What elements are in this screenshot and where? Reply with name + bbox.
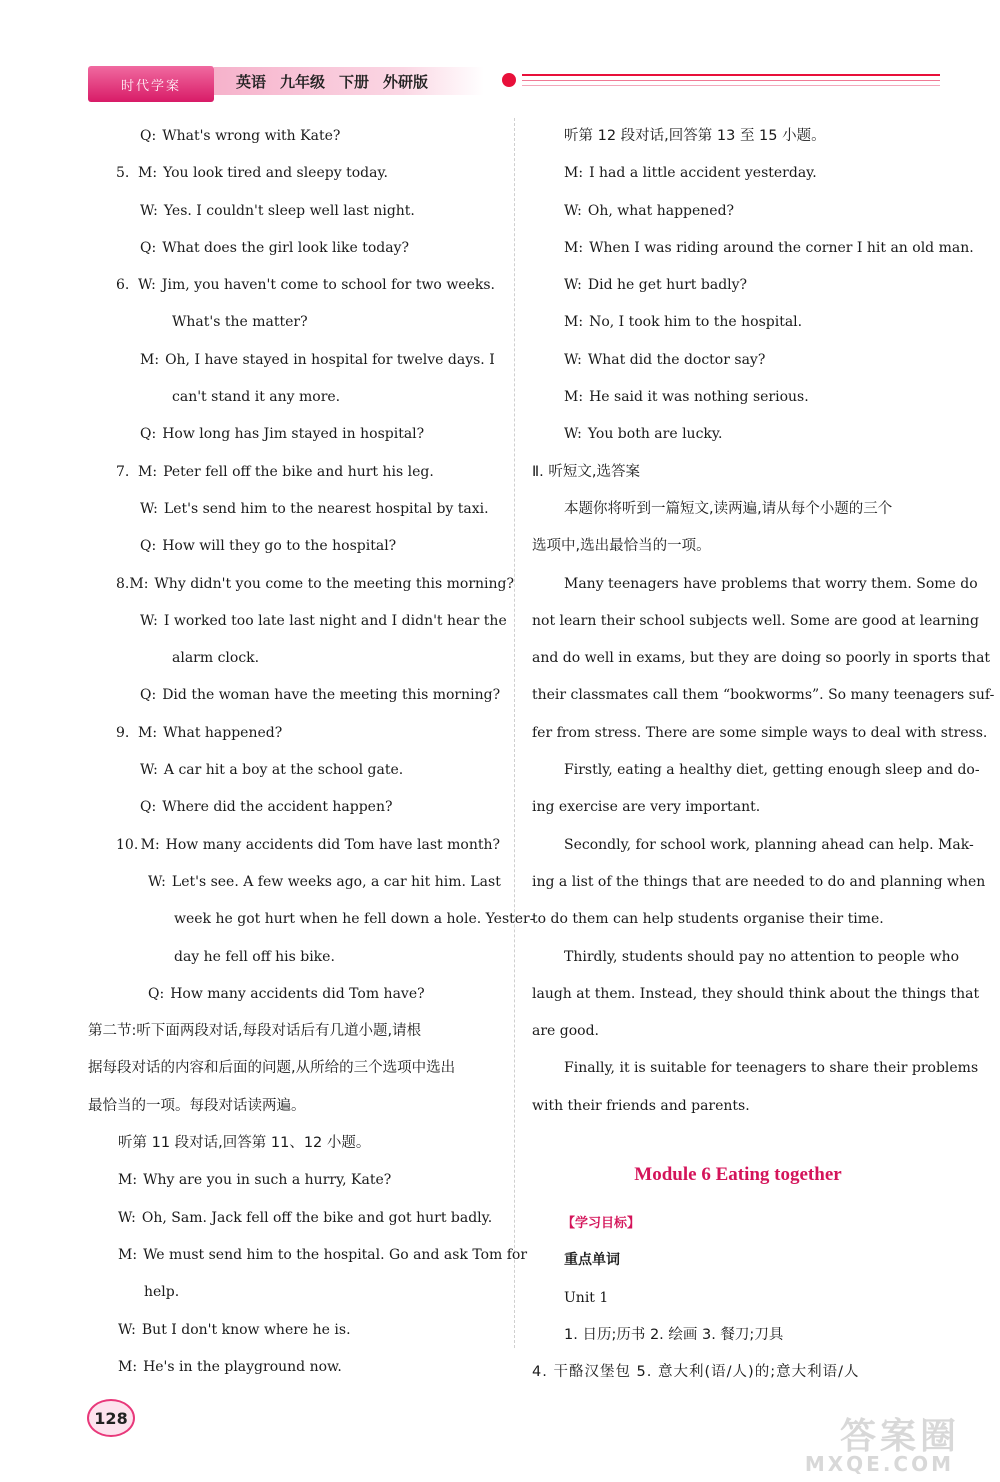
- speaker-label: M:: [129, 575, 149, 592]
- line-text: not learn their school subjects well. Some are good at learning: [532, 612, 979, 629]
- brand-logo: [88, 66, 214, 102]
- line-text: Finally, it is suitable for teenagers to share their problems: [564, 1060, 979, 1077]
- line-text: Let's send him to the nearest hospital by taxi.: [163, 500, 489, 517]
- dialogue-line: [88, 342, 500, 379]
- page-number-text: 128: [94, 1408, 128, 1428]
- line-text: are good.: [532, 1023, 600, 1040]
- speaker-label: M:: [564, 389, 584, 406]
- dialogue-line: [532, 304, 944, 341]
- dialogue-line: [88, 640, 500, 677]
- dialogue-line: [532, 230, 974, 267]
- line-text: How will they go to the hospital?: [162, 538, 397, 555]
- dialogue-line: [88, 379, 500, 416]
- passage-line: [532, 1013, 944, 1050]
- speaker-label: M:: [118, 1172, 138, 1189]
- dialogue-line: [88, 230, 500, 267]
- speaker-label: M:: [140, 836, 160, 853]
- line-text: their classmates call them “bookworms”. So many teenagers suf-: [532, 687, 995, 704]
- line-text: Oh, Sam. Jack fell off the bike and got hurt badly.: [141, 1209, 493, 1226]
- line-text: 听第 12 段对话,回答第 13 至 15 小题。: [564, 128, 826, 144]
- line-text: What does the girl look like today?: [162, 239, 410, 256]
- line-text: How long has Jim stayed in hospital?: [162, 426, 425, 443]
- passage-line: [532, 491, 944, 528]
- line-text: day he fell off his bike.: [174, 948, 335, 965]
- dialogue-line: [88, 1050, 500, 1087]
- dialogue-line: [88, 1200, 500, 1237]
- dialogue-line: [88, 715, 500, 752]
- passage-line: [532, 901, 944, 938]
- line-text: 第二节:听下面两段对话,每段对话后有几道小题,请根: [88, 1023, 422, 1040]
- item-number: 7.: [116, 463, 130, 480]
- passage-line: [532, 454, 944, 491]
- dialogue-line: [88, 939, 500, 976]
- passage-line: [532, 864, 986, 901]
- vocab-line: 1. 日历;历书 2. 绘画 3. 餐刀;刀具: [564, 1326, 784, 1343]
- line-text: Oh, what happened?: [587, 202, 735, 219]
- passage-line: [532, 976, 980, 1013]
- dialogue-line: [88, 267, 500, 304]
- dialogue-line: [88, 789, 500, 826]
- dialogue-line: [88, 1125, 500, 1162]
- line-text: and do well in exams, but they are doing so poorly in sports that: [532, 650, 991, 667]
- column-divider: [514, 118, 515, 1348]
- dialogue-line: [88, 752, 500, 789]
- line-text: Why didn't you come to the meeting this morning?: [154, 575, 515, 592]
- line-text: with their friends and parents.: [532, 1097, 750, 1114]
- dialogue-line: [88, 603, 507, 640]
- header-rule: [522, 85, 940, 86]
- speaker-label: W:: [564, 426, 582, 443]
- line-text: Did the woman have the meeting this morning?: [162, 687, 501, 704]
- speaker-label: M:: [138, 165, 158, 182]
- line-text: Thirdly, students should pay no attention to people who: [564, 948, 960, 965]
- line-text: Ⅱ. 听短文,选答案: [532, 463, 640, 480]
- edition: 外研版: [383, 72, 429, 91]
- line-text: He's in the playground now.: [143, 1358, 342, 1375]
- line-text: fer from stress. There are some simple ways to deal with stress.: [532, 724, 988, 741]
- line-text: But I don't know where he is.: [141, 1321, 351, 1338]
- line-text: Yes. I couldn't sleep well last night.: [163, 202, 415, 219]
- dialogue-line: [532, 193, 944, 230]
- item-number: 9.: [116, 724, 130, 741]
- line-text: How many accidents did Tom have?: [170, 985, 425, 1002]
- speaker-label: W:: [140, 762, 158, 779]
- speaker-label: M:: [564, 239, 584, 256]
- speaker-label: W:: [564, 351, 582, 368]
- dialogue-line: [88, 566, 515, 603]
- speaker-label: Q:: [140, 687, 157, 704]
- speaker-label: M:: [118, 1358, 138, 1375]
- subject-band: [214, 67, 484, 95]
- speaker-label: Q:: [148, 985, 165, 1002]
- speaker-label: M:: [564, 165, 584, 182]
- watermark-text: 答案圈: [839, 1416, 960, 1457]
- dialogue-line: [88, 677, 500, 714]
- line-text: 选项中,选出最恰当的一项。: [532, 538, 711, 555]
- item-number: 10.: [116, 836, 139, 853]
- watermark-url: MXQE.COM: [804, 1452, 954, 1476]
- passage-line: [532, 603, 979, 640]
- passage-line: [532, 118, 944, 155]
- line-text: Jim, you haven't come to school for two weeks.: [161, 277, 495, 294]
- line-text: Peter fell off the bike and hurt his leg.: [163, 463, 434, 480]
- unit-label: Unit 1: [564, 1289, 609, 1306]
- dialogue-line: [88, 1162, 500, 1199]
- line-text: We must send him to the hospital. Go and ask Tom for: [143, 1246, 528, 1263]
- key-words-heading: 重点单词: [564, 1252, 620, 1269]
- passage-line: [532, 528, 944, 565]
- item-number: 8.: [116, 575, 130, 592]
- line-text: You look tired and sleepy today.: [163, 165, 388, 182]
- dialogue-line: [88, 118, 500, 155]
- dialogue-line: [88, 491, 500, 528]
- line-text: Let's see. A few weeks ago, a car hit him. Last: [171, 873, 501, 890]
- passage-line: [532, 677, 995, 714]
- dialogue-line: [88, 1013, 500, 1050]
- line-text: No, I took him to the hospital.: [589, 314, 803, 331]
- dialogue-line: [88, 1349, 500, 1386]
- speaker-label: Q:: [140, 426, 157, 443]
- dialogue-line: [532, 342, 944, 379]
- vocab-line: 4. 干酪汉堡包 5. 意大利(语/人)的;意大利语/人: [532, 1364, 860, 1381]
- dialogue-line: [532, 155, 944, 192]
- item-number: 6.: [116, 277, 130, 294]
- right-column-text: [532, 118, 995, 1125]
- dialogue-line: [88, 901, 535, 938]
- speaker-label: W:: [140, 202, 158, 219]
- line-text: 最恰当的一项。每段对话读两遍。: [88, 1097, 306, 1114]
- line-text: Secondly, for school work, planning ahead can help. Mak-: [564, 836, 974, 853]
- speaker-label: W:: [138, 277, 156, 294]
- line-text: 本题你将听到一篇短文,读两遍,请从每个小题的三个: [564, 500, 893, 517]
- dialogue-line: [532, 379, 944, 416]
- speaker-label: W:: [564, 202, 582, 219]
- subject: 英语: [236, 72, 267, 91]
- dialogue-line: [532, 267, 944, 304]
- line-text: Did he get hurt badly?: [587, 277, 748, 294]
- brand-text: 时代学案: [120, 78, 181, 94]
- dialogue-line: [532, 416, 944, 453]
- dialogue-line: [88, 1237, 528, 1274]
- dialogue-line: [88, 155, 500, 192]
- dialogue-line: [88, 528, 500, 565]
- dialogue-line: [88, 193, 500, 230]
- left-column: [88, 118, 535, 1386]
- header-rule: [522, 80, 940, 81]
- line-text: What's the matter?: [172, 314, 308, 331]
- passage-line: [532, 1088, 944, 1125]
- line-text: How many accidents did Tom have last month?: [165, 836, 500, 853]
- line-text: I had a little accident yesterday.: [589, 165, 817, 182]
- speaker-label: Q:: [140, 799, 157, 816]
- line-text: 据每段对话的内容和后面的问题,从所给的三个选项中选出: [88, 1060, 456, 1077]
- header-rule: [522, 74, 940, 76]
- learning-goals-badge: 【学习目标】: [562, 1216, 641, 1232]
- line-text: help.: [144, 1284, 180, 1301]
- line-text: Why are you in such a hurry, Kate?: [143, 1172, 392, 1189]
- speaker-label: W:: [564, 277, 582, 294]
- line-text: alarm clock.: [172, 650, 260, 667]
- line-text: I worked too late last night and I didn't hear the: [163, 612, 507, 629]
- dialogue-line: [88, 454, 500, 491]
- passage-line: [532, 827, 974, 864]
- speaker-label: W:: [118, 1321, 136, 1338]
- dialogue-line: [88, 976, 500, 1013]
- line-text: Many teenagers have problems that worry them. Some do: [564, 575, 978, 592]
- volume: 下册: [339, 72, 370, 91]
- passage-line: [532, 1050, 979, 1087]
- line-text: Oh, I have stayed in hospital for twelve days. I: [165, 351, 495, 368]
- line-text: week he got hurt when he fell down a hole. Yester-: [174, 911, 535, 928]
- line-text: What happened?: [163, 724, 283, 741]
- page-number: [86, 1398, 136, 1438]
- speaker-label: W:: [140, 612, 158, 629]
- line-text: What did the doctor say?: [587, 351, 766, 368]
- dialogue-line: [88, 304, 500, 341]
- line-text: What's wrong with Kate?: [162, 128, 341, 144]
- passage-line: [532, 752, 980, 789]
- speaker-label: M:: [138, 463, 158, 480]
- speaker-label: Q:: [140, 239, 157, 256]
- header-dot: [502, 73, 516, 87]
- line-text: ing exercise are very important.: [532, 799, 761, 816]
- speaker-label: M:: [140, 351, 160, 368]
- line-text: You both are lucky.: [587, 426, 723, 443]
- module-title: Module 6 Eating together: [634, 1164, 842, 1186]
- line-text: A car hit a boy at the school gate.: [163, 762, 404, 779]
- right-column: [532, 118, 995, 1392]
- line-text: laugh at them. Instead, they should think about the things that: [532, 985, 980, 1002]
- item-number: 5.: [116, 165, 130, 182]
- dialogue-line: [88, 827, 500, 864]
- line-text: He said it was nothing serious.: [589, 389, 809, 406]
- passage-line: [532, 939, 960, 976]
- passage-line: [532, 640, 991, 677]
- passage-line: [532, 715, 988, 752]
- speaker-label: M:: [564, 314, 584, 331]
- speaker-label: Q:: [140, 128, 157, 144]
- line-text: When I was riding around the corner I hit an old man.: [589, 239, 974, 256]
- speaker-label: M:: [118, 1246, 138, 1263]
- dialogue-line: [88, 1088, 500, 1125]
- speaker-label: W:: [118, 1209, 136, 1226]
- speaker-label: W:: [148, 873, 166, 890]
- dialogue-line: [88, 416, 500, 453]
- speaker-label: W:: [140, 500, 158, 517]
- page-header: [0, 0, 1000, 110]
- speaker-label: M:: [138, 724, 158, 741]
- line-text: to do them can help students organise their time.: [532, 911, 884, 928]
- line-text: Firstly, eating a healthy diet, getting enough sleep and do-: [564, 762, 980, 779]
- passage-line: [532, 566, 978, 603]
- line-text: 听第 11 段对话,回答第 11、12 小题。: [118, 1135, 371, 1152]
- grade: 九年级: [280, 72, 326, 91]
- dialogue-line: [88, 1274, 500, 1311]
- line-text: can't stand it any more.: [172, 389, 341, 406]
- line-text: Where did the accident happen?: [162, 799, 393, 816]
- watermark: [740, 1408, 960, 1478]
- dialogue-line: [88, 864, 500, 901]
- dialogue-line: [88, 1312, 500, 1349]
- speaker-label: Q:: [140, 538, 157, 555]
- passage-line: [532, 789, 944, 826]
- line-text: ing a list of the things that are needed to do and planning when: [532, 873, 986, 890]
